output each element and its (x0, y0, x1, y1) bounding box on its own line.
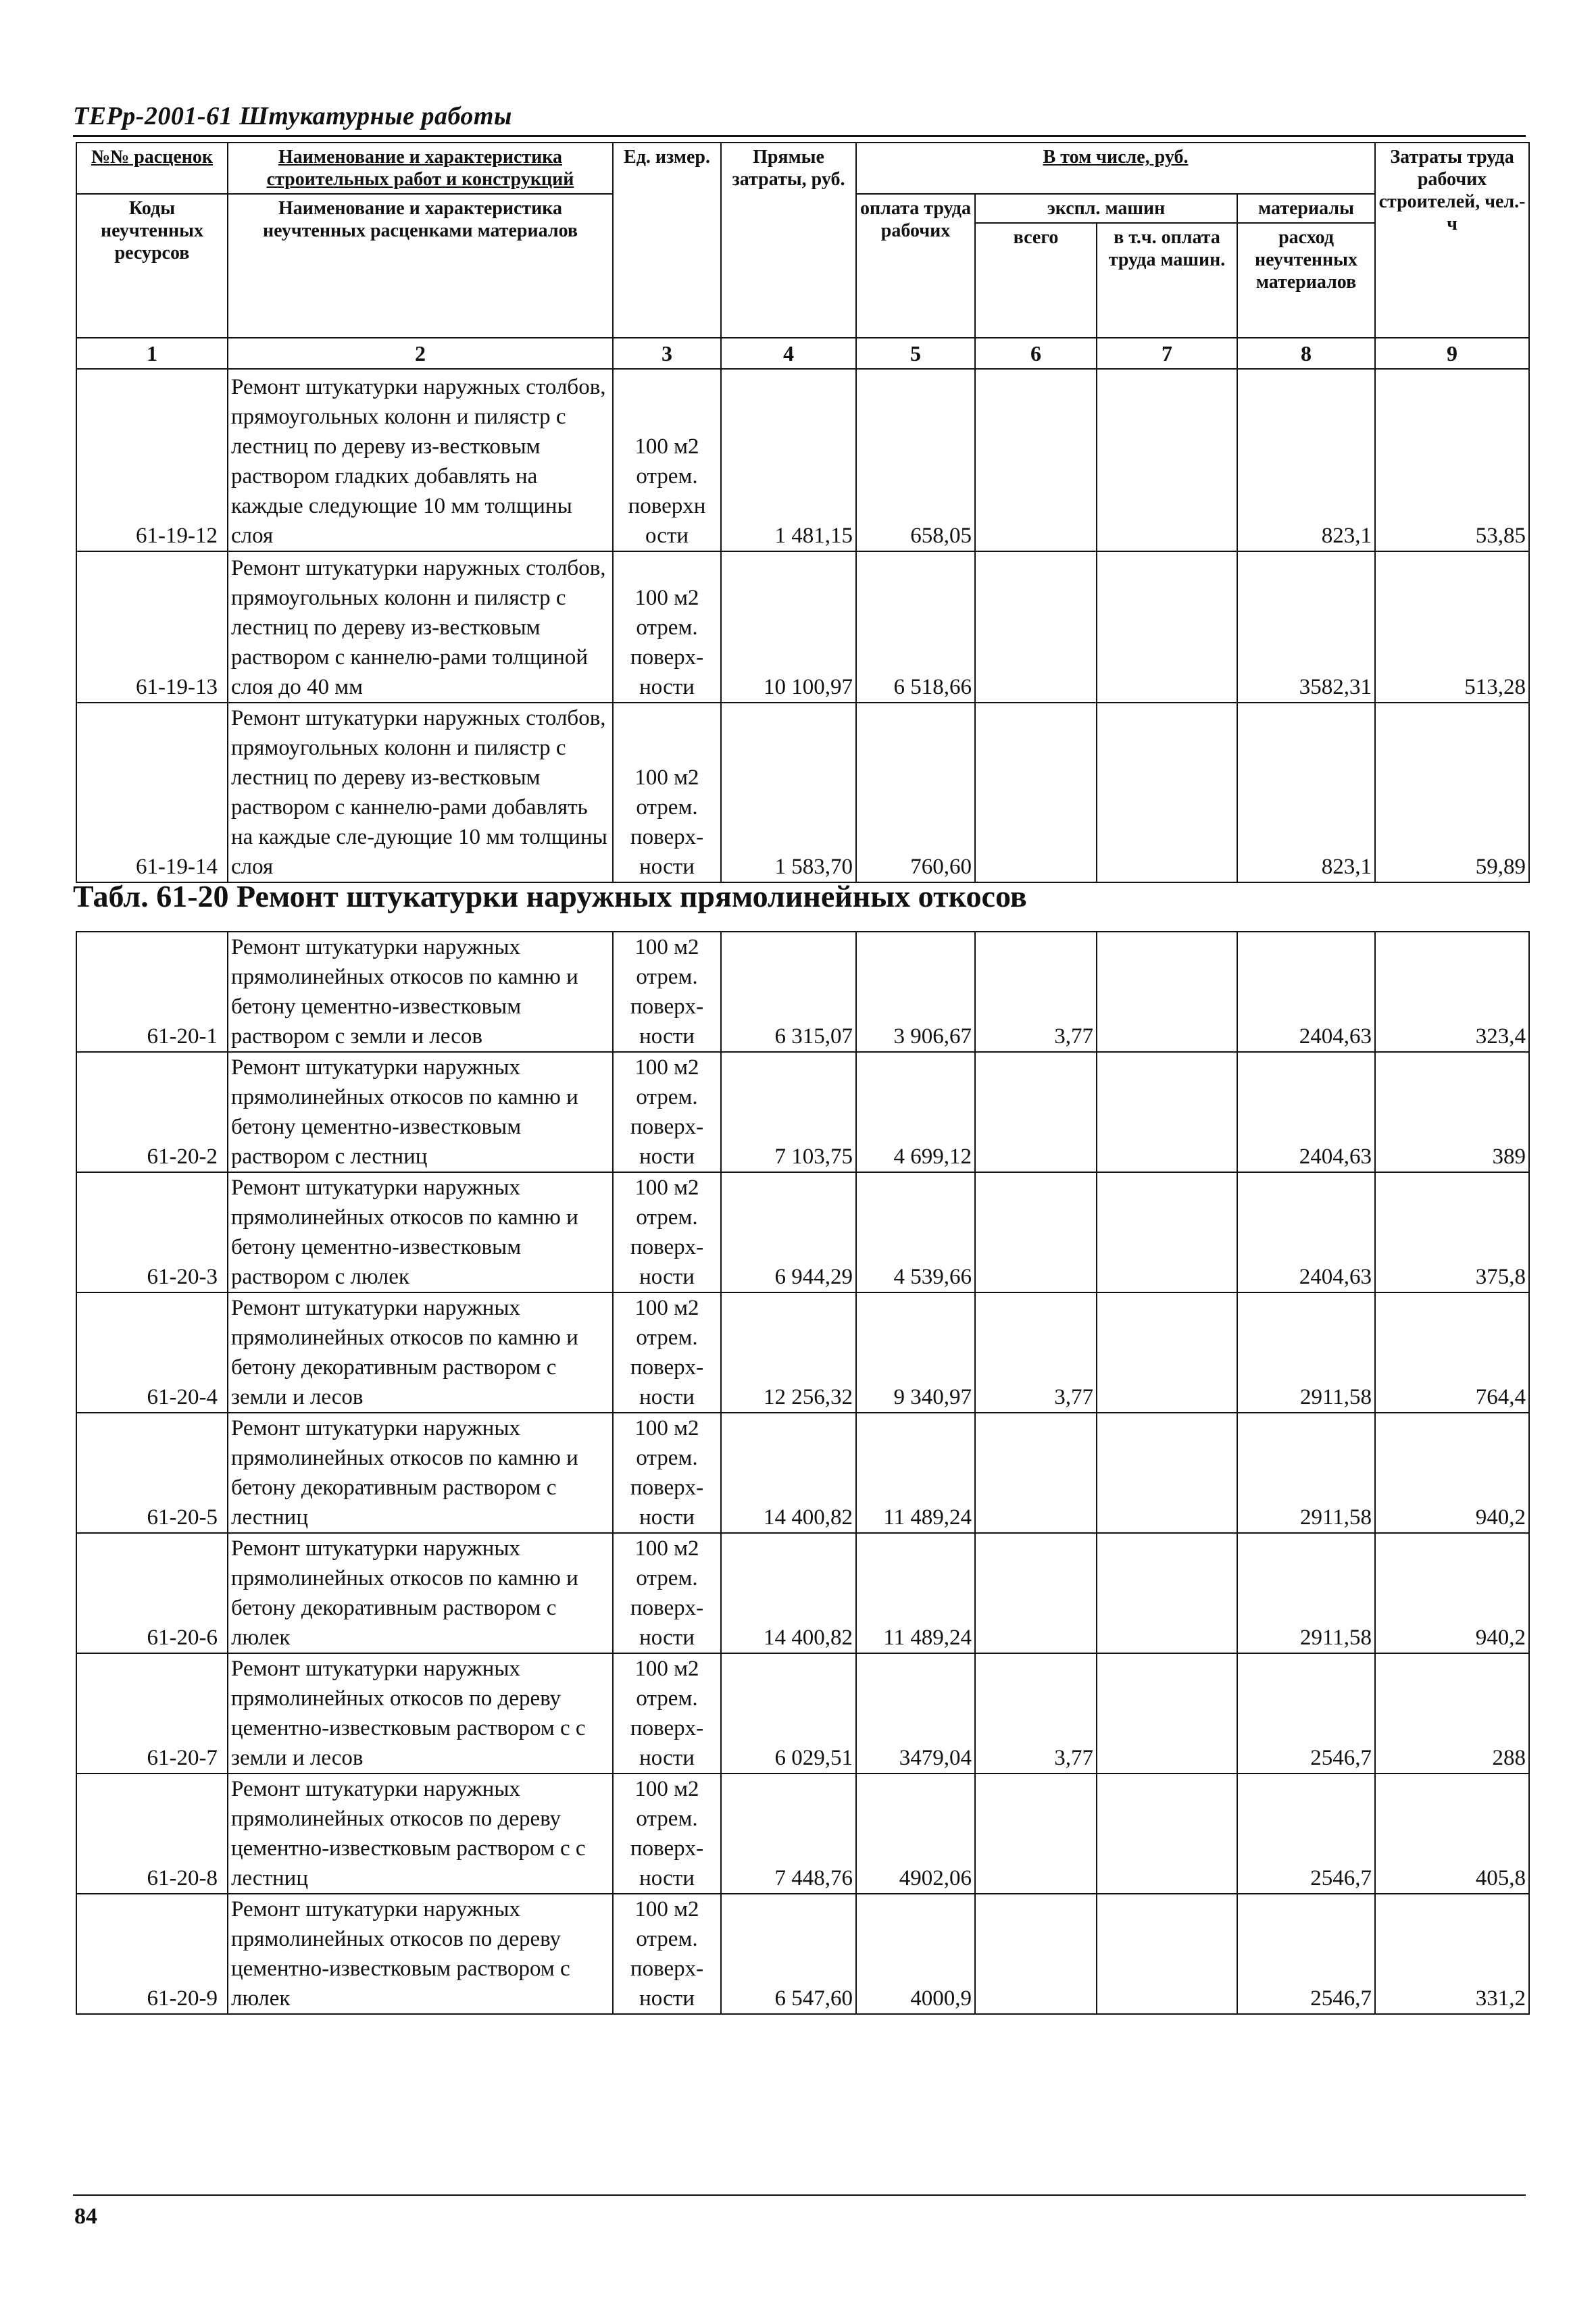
rate-code: 61-20-9 (76, 1894, 228, 2014)
col-header-machines-total: всего (975, 223, 1097, 338)
col-number: 4 (721, 338, 856, 369)
machinist-pay (1097, 703, 1237, 882)
materials-cost: 2404,63 (1237, 1172, 1375, 1292)
rate-code: 61-20-1 (76, 932, 228, 1052)
labor-pay: 4 699,12 (856, 1052, 975, 1172)
materials-cost: 823,1 (1237, 703, 1375, 882)
labor-hours: 59,89 (1375, 703, 1529, 882)
labor-hours: 53,85 (1375, 369, 1529, 551)
work-description: Ремонт штукатурки наружных столбов, прямоугольных колонн и пилястр с лестниц по дереву из-вестковым раствором гладких добавлять на каждые следующие 10 мм толщины слоя (228, 369, 613, 551)
table-row (76, 1172, 1529, 1292)
rate-code: 61-20-3 (76, 1172, 228, 1292)
col-header-material-name: Наименование и характеристика неучтенных расценками материалов (228, 194, 613, 338)
labor-pay: 11 489,24 (856, 1413, 975, 1533)
labor-pay: 3 906,67 (856, 932, 975, 1052)
unit: 100 м2 отрем. поверх-ности (613, 1292, 721, 1413)
work-description: Ремонт штукатурки наружных прямолинейных откосов по камню и бетону декоративным раствором с земли и лесов (228, 1292, 613, 1413)
labor-pay: 4902,06 (856, 1774, 975, 1894)
machinist-pay (1097, 1172, 1237, 1292)
labor-hours: 389 (1375, 1052, 1529, 1172)
machinist-pay (1097, 1292, 1237, 1413)
table-row (76, 1533, 1529, 1653)
col-header-unaccounted-materials: расход неучтенных материалов (1237, 223, 1375, 338)
col-number: 7 (1097, 338, 1237, 369)
col-number: 5 (856, 338, 975, 369)
labor-hours: 405,8 (1375, 1774, 1529, 1894)
labor-hours: 331,2 (1375, 1894, 1529, 2014)
unit: 100 м2 отрем. поверх-ности (613, 932, 721, 1052)
work-description: Ремонт штукатурки наружных столбов, прямоугольных колонн и пилястр с лестниц по дереву из-вестковым раствором с каннелю-рами толщиной слоя до 40 мм (228, 551, 613, 703)
labor-hours: 764,4 (1375, 1292, 1529, 1413)
rates-table-61-20 (76, 931, 1530, 2015)
labor-pay: 658,05 (856, 369, 975, 551)
col-number: 6 (975, 338, 1097, 369)
machines-total (975, 1052, 1097, 1172)
machines-total (975, 1894, 1097, 2014)
labor-hours: 288 (1375, 1653, 1529, 1774)
machinist-pay (1097, 932, 1237, 1052)
machines-total: 3,77 (975, 1653, 1097, 1774)
work-description: Ремонт штукатурки наружных прямолинейных откосов по камню и бетону цементно-известковым раствором с земли и лесов (228, 932, 613, 1052)
work-description: Ремонт штукатурки наружных прямолинейных откосов по камню и бетону цементно-известковым раствором с люлек (228, 1172, 613, 1292)
machines-total: 3,77 (975, 1292, 1097, 1413)
materials-cost: 2546,7 (1237, 1894, 1375, 2014)
machines-total (975, 1172, 1097, 1292)
unit: 100 м2 отрем. поверх-ности (613, 1774, 721, 1894)
work-description: Ремонт штукатурки наружных прямолинейных откосов по дереву цементно-известковым раствором с с лестниц (228, 1774, 613, 1894)
labor-pay: 6 518,66 (856, 551, 975, 703)
direct-costs: 6 547,60 (721, 1894, 856, 2014)
labor-pay: 4 539,66 (856, 1172, 975, 1292)
table-row (76, 1052, 1529, 1172)
col-header-in-total: В том числе, руб. (856, 143, 1375, 194)
materials-cost: 2546,7 (1237, 1774, 1375, 1894)
rate-code: 61-20-8 (76, 1774, 228, 1894)
col-header-rate-number: №№ расценок (76, 143, 228, 194)
labor-pay: 4000,9 (856, 1894, 975, 2014)
machines-total (975, 1413, 1097, 1533)
rate-code: 61-19-14 (76, 703, 228, 882)
rate-code: 61-19-12 (76, 369, 228, 551)
machinist-pay (1097, 1774, 1237, 1894)
table-row (76, 1292, 1529, 1413)
rate-code: 61-20-2 (76, 1052, 228, 1172)
machines-total: 3,77 (975, 932, 1097, 1052)
materials-cost: 823,1 (1237, 369, 1375, 551)
machinist-pay (1097, 1533, 1237, 1653)
col-header-resource-codes: Коды неучтенных ресурсов (76, 194, 228, 338)
machinist-pay (1097, 1052, 1237, 1172)
direct-costs: 7 103,75 (721, 1052, 856, 1172)
footer-rule (73, 2194, 1526, 2196)
direct-costs: 10 100,97 (721, 551, 856, 703)
labor-pay: 3479,04 (856, 1653, 975, 1774)
machines-total (975, 369, 1097, 551)
machines-total (975, 551, 1097, 703)
work-description: Ремонт штукатурки наружных прямолинейных откосов по камню и бетону декоративным раствором с люлек (228, 1533, 613, 1653)
section-title-61-20: Табл. 61-20 Ремонт штукатурки наружных прямолинейных откосов (73, 879, 1027, 913)
direct-costs: 1 583,70 (721, 703, 856, 882)
col-number: 2 (228, 338, 613, 369)
work-description: Ремонт штукатурки наружных прямолинейных откосов по дереву цементно-известковым раствором с с земли и лесов (228, 1653, 613, 1774)
unit: 100 м2 отрем. поверх-ности (613, 1894, 721, 2014)
direct-costs: 6 029,51 (721, 1653, 856, 1774)
unit: 100 м2 отрем. поверхн ости (613, 369, 721, 551)
col-header-labor-hours: Затраты труда рабочих строителей, чел.-ч (1375, 143, 1529, 338)
machinist-pay (1097, 1413, 1237, 1533)
direct-costs: 12 256,32 (721, 1292, 856, 1413)
work-description: Ремонт штукатурки наружных прямолинейных откосов по дереву цементно-известковым раствором с люлек (228, 1894, 613, 2014)
col-number: 8 (1237, 338, 1375, 369)
rate-code: 61-20-4 (76, 1292, 228, 1413)
labor-hours: 375,8 (1375, 1172, 1529, 1292)
machinist-pay (1097, 551, 1237, 703)
labor-hours: 940,2 (1375, 1533, 1529, 1653)
materials-cost: 2546,7 (1237, 1653, 1375, 1774)
materials-cost: 2911,58 (1237, 1413, 1375, 1533)
header-rule (73, 135, 1526, 137)
materials-cost: 2404,63 (1237, 1052, 1375, 1172)
table-row (76, 1413, 1529, 1533)
labor-hours: 940,2 (1375, 1413, 1529, 1533)
col-header-machines: экспл. машин (975, 194, 1237, 223)
materials-cost: 2911,58 (1237, 1292, 1375, 1413)
table-row (76, 1653, 1529, 1774)
machinist-pay (1097, 369, 1237, 551)
col-header-materials: материалы (1237, 194, 1375, 223)
direct-costs: 6 315,07 (721, 932, 856, 1052)
page-number: 84 (74, 2204, 97, 2229)
machines-total (975, 703, 1097, 882)
running-header: ТЕРр-2001-61 Штукатурные работы (73, 102, 512, 130)
labor-pay: 760,60 (856, 703, 975, 882)
table-row (76, 369, 1529, 551)
labor-hours: 323,4 (1375, 932, 1529, 1052)
materials-cost: 2404,63 (1237, 932, 1375, 1052)
labor-pay: 11 489,24 (856, 1533, 975, 1653)
direct-costs: 6 944,29 (721, 1172, 856, 1292)
table-row (76, 703, 1529, 882)
unit: 100 м2 отрем. поверх-ности (613, 551, 721, 703)
unit: 100 м2 отрем. поверх-ности (613, 1052, 721, 1172)
col-number: 3 (613, 338, 721, 369)
rate-code: 61-20-7 (76, 1653, 228, 1774)
machinist-pay (1097, 1894, 1237, 2014)
direct-costs: 14 400,82 (721, 1533, 856, 1653)
machines-total (975, 1774, 1097, 1894)
rates-table-61-19 (76, 142, 1530, 883)
materials-cost: 3582,31 (1237, 551, 1375, 703)
unit: 100 м2 отрем. поверх-ности (613, 1533, 721, 1653)
rate-code: 61-19-13 (76, 551, 228, 703)
direct-costs: 7 448,76 (721, 1774, 856, 1894)
table-row (76, 1894, 1529, 2014)
direct-costs: 1 481,15 (721, 369, 856, 551)
unit: 100 м2 отрем. поверх-ности (613, 703, 721, 882)
table-row (76, 932, 1529, 1052)
labor-pay: 9 340,97 (856, 1292, 975, 1413)
work-description: Ремонт штукатурки наружных прямолинейных откосов по камню и бетону декоративным раствором с лестниц (228, 1413, 613, 1533)
work-description: Ремонт штукатурки наружных прямолинейных откосов по камню и бетону цементно-известковым раствором с лестниц (228, 1052, 613, 1172)
col-header-machinist-pay: в т.ч. оплата труда машин. (1097, 223, 1237, 338)
unit: 100 м2 отрем. поверх-ности (613, 1653, 721, 1774)
rate-code: 61-20-6 (76, 1533, 228, 1653)
materials-cost: 2911,58 (1237, 1533, 1375, 1653)
direct-costs: 14 400,82 (721, 1413, 856, 1533)
rate-code: 61-20-5 (76, 1413, 228, 1533)
col-header-direct-costs: Прямые затраты, руб. (721, 143, 856, 338)
unit: 100 м2 отрем. поверх-ности (613, 1172, 721, 1292)
col-number: 9 (1375, 338, 1529, 369)
col-header-labor-pay: оплата труда рабочих (856, 194, 975, 338)
machinist-pay (1097, 1653, 1237, 1774)
labor-hours: 513,28 (1375, 551, 1529, 703)
table-row (76, 1774, 1529, 1894)
machines-total (975, 1533, 1097, 1653)
table-row (76, 551, 1529, 703)
col-header-work-name: Наименование и характеристика строительных работ и конструкций (228, 143, 613, 194)
work-description: Ремонт штукатурки наружных столбов, прямоугольных колонн и пилястр с лестниц по дереву из-вестковым раствором с каннелю-рами добавлять на каждые сле-дующие 10 мм толщины слоя (228, 703, 613, 882)
col-number: 1 (76, 338, 228, 369)
col-header-unit: Ед. измер. (613, 143, 721, 338)
unit: 100 м2 отрем. поверх-ности (613, 1413, 721, 1533)
